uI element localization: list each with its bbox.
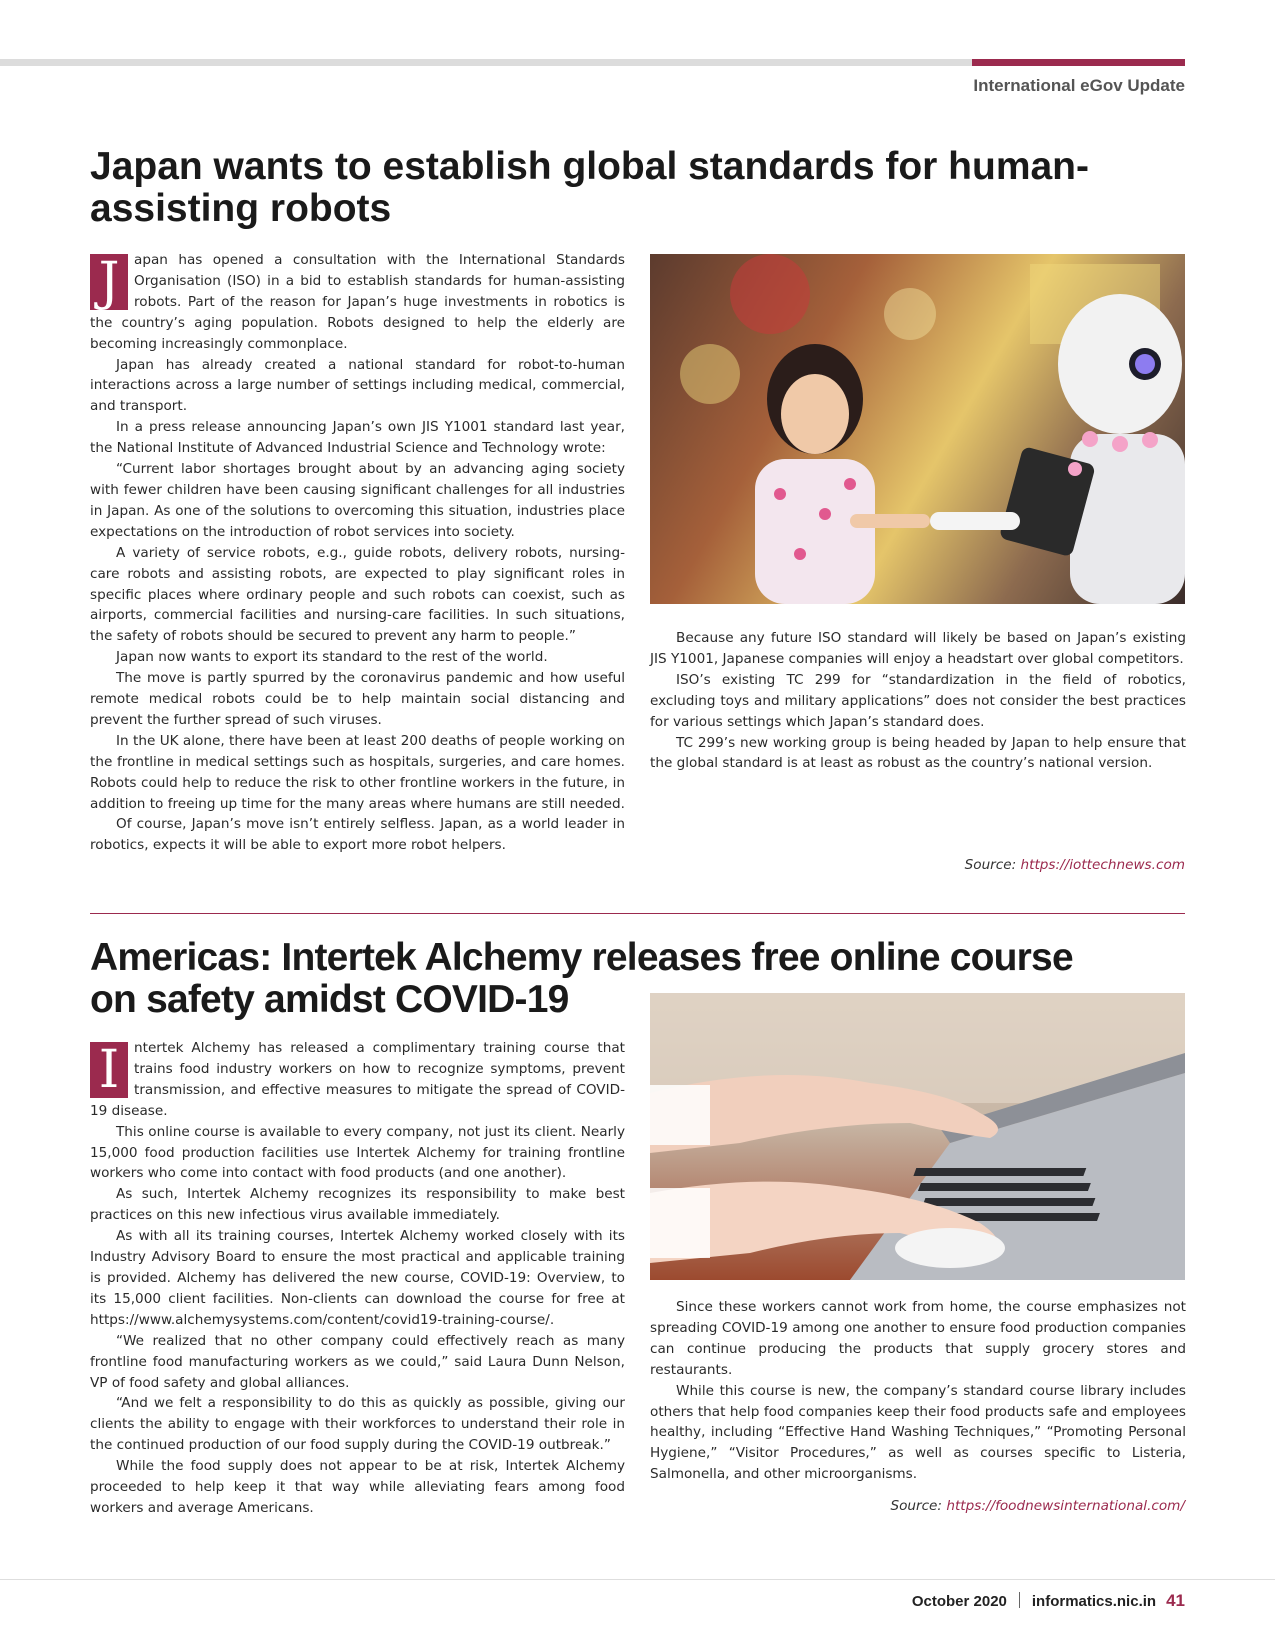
article2-first-text: ntertek Alchemy has released a complimentary training course that trains food industry workers on how to recognize symptoms, prevent transmission, and effective measures to mitigate the spread of COVID-19 disease.: [90, 1040, 625, 1119]
article2-paragraph: While this course is new, the company’s standard course library includes others that help food companies keep their food products safe and employees healthy, including “Effective Hand Washing Techniques,” “Promoting Personal Hygiene,” “Visitor Procedures,” as well as courses specific to Listeria, Salmonella, and other microorganisms.: [650, 1382, 1186, 1483]
laptop-hands-illustration: [650, 993, 1185, 1280]
article2-first-paragraph: [90, 1038, 625, 1122]
article2-source-link[interactable]: https://foodnewsinternational.com/: [946, 1498, 1185, 1514]
article1-paragraph: ISO’s existing TC 299 for “standardization in the field of robotics, excluding toys and military applications” does not consider the best practices for various settings which Japan’s standard does.: [650, 671, 1186, 730]
article1-source: [965, 857, 1185, 873]
article2-paragraph: As with all its training courses, Intertek Alchemy worked closely with its Industry Advisory Board to ensure the most practical and applicable training is provided. Alchemy has delivered the new course, COVID-19: Overview, to its 15,000 client facilities. Non-clients can download the course for free at https://www.alchemysystems.com/content/covid19-training-course/.: [90, 1228, 625, 1328]
footer-site: informatics.nic.in: [1031, 1593, 1157, 1610]
article1-paragraph: Japan now wants to export its standard to the rest of the world.: [116, 649, 548, 666]
article1-paragraph: The move is partly spurred by the coronavirus pandemic and how useful remote medical robots could be to help maintain social distancing and prevent the further spread of such viruses.: [90, 670, 625, 728]
article2-photo-laptop-hands: [650, 993, 1185, 1280]
footer-separator: [1019, 1592, 1020, 1608]
article2-dropcap: I: [90, 1042, 128, 1098]
header-accent-bar: [972, 59, 1185, 66]
article2-left-column: [90, 1038, 625, 1519]
article1-first-paragraph: [90, 250, 625, 355]
article1-paragraph: Of course, Japan’s move isn’t entirely selfless. Japan, as a world leader in robotics, expects it will be able to export more robot helpers.: [90, 816, 625, 854]
article2-right-column: [650, 1297, 1186, 1485]
article1-paragraph: In the UK alone, there have been at least 200 deaths of people working on the frontline in medical settings such as hospitals, surgeries, and care homes. Robots could help to reduce the risk to other frontline workers in the future, in addition to freeing up time for the many areas where humans are still needed.: [90, 732, 625, 812]
article1-right-column: [650, 628, 1186, 774]
article2-paragraph: As such, Intertek Alchemy recognizes its responsibility to make best practices on this new infectious virus available immediately.: [90, 1186, 625, 1224]
article1-paragraph: Because any future ISO standard will likely be based on Japan’s existing JIS Y1001, Japanese companies will enjoy a headstart over global competitors.: [650, 630, 1186, 667]
page-number: 41: [1166, 1591, 1185, 1610]
section-label: International eGov Update: [973, 76, 1185, 95]
footer-rule: [0, 1579, 1275, 1580]
article2-paragraph: This online course is available to every company, not just its client. Nearly 15,000 food production facilities use Intertek Alchemy for training frontline workers who come into contact with food products (and one another).: [90, 1123, 625, 1182]
article1-photo-robot-child: [650, 254, 1185, 604]
article1-title: Japan wants to establish global standards for human-assisting robots: [90, 145, 1089, 231]
article2-paragraph: “And we felt a responsibility to do this as quickly as possible, giving our clients the ability to engage with their workforces to understand their role in the continued production of our food supply during the COVID-19 outbreak.”: [90, 1395, 625, 1454]
article1-paragraph: In a press release announcing Japan’s own JIS Y1001 standard last year, the National Institute of Advanced Industrial Science and Technology wrote:: [90, 419, 625, 457]
article1-paragraph: TC 299’s new working group is being headed by Japan to help ensure that the global standard is at least as robust as the country’s national version.: [650, 734, 1186, 772]
article1-paragraph: “Current labor shortages brought about by an advancing aging society with fewer children have been causing significant challenges for all industries in Japan. As one of the solutions to overcoming this situation, industries place expectations on the introduction of robot services into society.: [90, 461, 625, 540]
article1-paragraph: A variety of service robots, e.g., guide robots, delivery robots, nursing-care robots and assisting robots, are expected to play significant roles in specific places where ordinary people and such robots can coexist, such as airports, commercial facilities and nursing-care facilities. In such situations, the safety of robots should be secured to prevent any harm to people.”: [90, 544, 625, 645]
article1-source-link[interactable]: https://iottechnews.com: [1020, 857, 1185, 873]
article-divider: [90, 913, 1185, 914]
footer-date: October 2020: [911, 1593, 1007, 1610]
source-label: Source:: [964, 857, 1017, 873]
robot-child-illustration: [650, 254, 1185, 604]
article2-source: [890, 1498, 1185, 1514]
article1-dropcap: J: [90, 254, 128, 310]
source-label: Source:: [890, 1498, 943, 1514]
article2-paragraph: While the food supply does not appear to be at risk, Intertek Alchemy proceeded to help keep it that way while alleviating fears among food workers and average Americans.: [90, 1458, 625, 1516]
article2-title: Americas: Intertek Alchemy releases free online course on safety amidst COVID-19: [90, 936, 1073, 1022]
article2-paragraph: Since these workers cannot work from home, the course emphasizes not spreading COVID-19 among one another to ensure food production companies can continue producing the products that supply grocery stores and restaurants.: [650, 1299, 1186, 1378]
article1-left-column: [90, 250, 625, 856]
page-footer: [912, 1591, 1185, 1611]
article2-paragraph: “We realized that no other company could effectively reach as many frontline food manufacturing workers as we could,” said Laura Dunn Nelson, VP of food safety and global alliances.: [90, 1332, 625, 1391]
article1-paragraph: Japan has already created a national standard for robot-to-human interactions across a large number of settings including medical, commercial, and transport.: [90, 356, 625, 415]
article1-first-text: apan has opened a consultation with the International Standards Organisation (ISO) in a bid to establish standards for human-assisting robots. Part of the reason for Japan’s huge investments in robotics is the country’s aging population. Robots designed to help the elderly are becoming increasingly commonplace.: [90, 252, 625, 352]
